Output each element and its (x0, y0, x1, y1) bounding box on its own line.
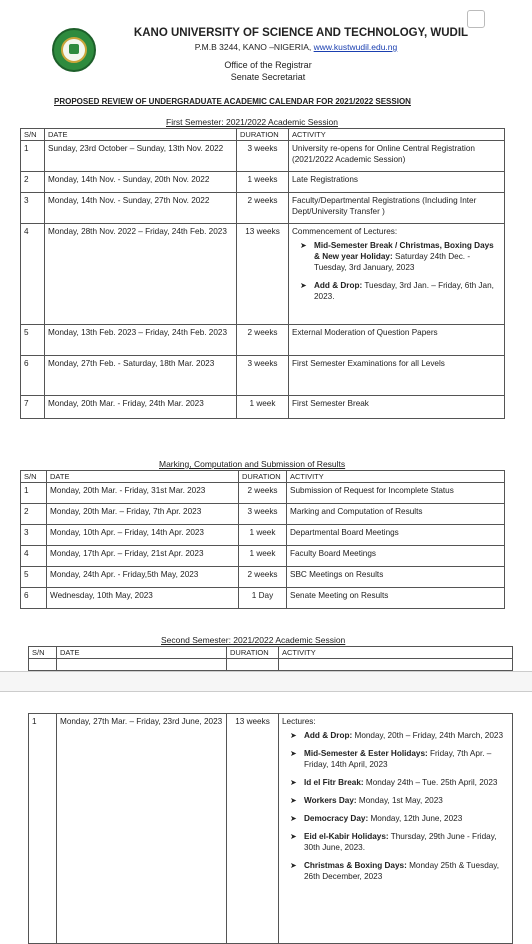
bullet-item (304, 748, 509, 770)
cell-date (47, 504, 239, 525)
bullet-item (304, 813, 509, 824)
table-row (21, 483, 505, 504)
bullet-label: Eid el-Kabir Holidays: (304, 832, 389, 841)
sn-text: 3 (24, 196, 29, 205)
bullet-text: Monday, 1st May, 2023 (356, 796, 443, 805)
cell-date (47, 588, 239, 609)
cell-duration (227, 714, 279, 944)
column-header: ACTIVITY (289, 129, 505, 141)
activity-text: Faculty Board Meetings (290, 549, 377, 558)
marking-table (20, 470, 505, 609)
page-break (0, 671, 532, 692)
column-header: DURATION (227, 647, 279, 659)
sn-text: 5 (24, 570, 29, 579)
duration-text: 13 weeks (235, 717, 270, 726)
cell-activity (287, 504, 505, 525)
cell-sn (21, 588, 47, 609)
office-title: Office of the Registrar (224, 60, 312, 70)
activity-text: First Semester Examinations for all Levels (292, 359, 445, 368)
cell-sn (21, 546, 47, 567)
cell-date (45, 325, 237, 356)
bullet-label: Workers Day: (304, 796, 357, 805)
table-row (21, 525, 505, 546)
sn-text: 2 (24, 507, 29, 516)
cell-activity (289, 396, 505, 419)
bullet-item (304, 831, 509, 853)
activity-text: Commencement of Lectures: (292, 227, 398, 236)
duration-text: 1 week (249, 399, 276, 408)
cell-sn (21, 141, 45, 172)
column-header: ACTIVITY (287, 471, 505, 483)
table-header-row (21, 471, 505, 483)
secretariat-title: Senate Secretariat (230, 72, 306, 82)
table-row (21, 224, 505, 325)
sn-text: 3 (24, 528, 29, 537)
bullet-text: Monday 24th – Tue. 25th April, 2023 (363, 778, 498, 787)
marking-title: Marking, Computation and Submission of Results (159, 459, 346, 469)
activity-text: Lectures: (282, 717, 316, 726)
second-semester-header (28, 646, 513, 671)
duration-text: 1 week (249, 528, 276, 537)
table-row (21, 396, 505, 419)
column-header: DURATION (237, 129, 289, 141)
cell-duration (239, 567, 287, 588)
activity-text: SBC Meetings on Results (290, 570, 384, 579)
date-text: Monday, 10th Apr. – Friday, 14th Apr. 2023 (50, 528, 204, 537)
activity-text: Departmental Board Meetings (290, 528, 399, 537)
bullet-item (304, 860, 509, 882)
cell-date (45, 224, 237, 325)
sn-text: 1 (24, 486, 29, 495)
date-text: Monday, 28th Nov. 2022 – Friday, 24th Feb. 2023 (48, 227, 227, 236)
cell-duration (239, 504, 287, 525)
activity-text: Marking and Computation of Results (290, 507, 423, 516)
cell-duration (237, 325, 289, 356)
table-header-row (21, 129, 505, 141)
cell-sn (21, 504, 47, 525)
cell-sn (21, 193, 45, 224)
date-text: Monday, 27th Feb. - Saturday, 18th Mar. 2023 (48, 359, 215, 368)
activity-bullets (282, 730, 509, 882)
column-header: DATE (57, 647, 227, 659)
table-row (21, 546, 505, 567)
table-row (21, 172, 505, 193)
cell-activity (279, 714, 513, 944)
activity-text: Faculty/Departmental Registrations (Including Inter Dept/University Transfer ) (292, 196, 477, 216)
column-header: DATE (45, 129, 237, 141)
cell-duration (237, 224, 289, 325)
cell-activity (287, 525, 505, 546)
university-address: P.M.B 3244, KANO –NIGERIA, www.kustwudil.edu.ng (194, 42, 398, 52)
bullet-item (304, 795, 509, 806)
bullet-item (304, 730, 509, 741)
sn-text: 1 (32, 717, 37, 726)
date-text: Monday, 24th Apr. - Friday,5th May, 2023 (50, 570, 199, 579)
sn-text: 7 (24, 399, 29, 408)
cell-sn (29, 714, 57, 944)
bullet-text: Thursday, 29th June - Friday, 30th June, 2023. (304, 832, 497, 852)
cell-activity (289, 356, 505, 396)
cell-date (47, 546, 239, 567)
column-header: ACTIVITY (279, 647, 513, 659)
bullet-label: Id el Fitr Break: (304, 778, 364, 787)
column-header: S/N (21, 129, 45, 141)
bullet-item (304, 777, 509, 788)
cell-sn (21, 525, 47, 546)
bullet-label: Democracy Day: (304, 814, 369, 823)
cell-activity (287, 588, 505, 609)
activity-bullets (292, 240, 501, 302)
bullet-text: Monday, 20th – Friday, 24th March, 2023 (352, 731, 504, 740)
column-header: DURATION (239, 471, 287, 483)
date-text: Monday, 27th Mar. – Friday, 23rd June, 2023 (60, 717, 223, 726)
cell-date (57, 714, 227, 944)
bullet-text: Monday 25th & Tuesday, 26th December, 2023 (304, 861, 500, 881)
activity-text: Submission of Request for Incomplete Status (290, 486, 454, 495)
second-semester-title: Second Semester: 2021/2022 Academic Session (161, 635, 346, 645)
bullet-item (314, 240, 501, 273)
cell-duration (237, 193, 289, 224)
activity-text: Senate Meeting on Results (290, 591, 389, 600)
duration-text: 3 weeks (247, 359, 278, 368)
empty-cell (57, 659, 227, 671)
table-row (21, 193, 505, 224)
cell-sn (21, 396, 45, 419)
date-text: Monday, 20th Mar. – Friday, 7th Apr. 2023 (50, 507, 202, 516)
activity-text: First Semester Break (292, 399, 369, 408)
table-row (21, 504, 505, 525)
date-text: Monday, 14th Nov. - Sunday, 20th Nov. 2022 (48, 175, 210, 184)
cell-duration (237, 396, 289, 419)
duration-text: 2 weeks (247, 328, 278, 337)
table-row (29, 659, 513, 671)
bullet-text: Friday, 7th Apr. – Friday, 14th April, 2023 (304, 749, 492, 769)
cell-activity (289, 172, 505, 193)
page-corner-mark (467, 10, 485, 28)
cell-duration (239, 525, 287, 546)
cell-sn (21, 172, 45, 193)
bullet-text: Monday, 12th June, 2023 (368, 814, 463, 823)
activity-text: Late Registrations (292, 175, 358, 184)
cell-activity (289, 325, 505, 356)
table-row (21, 567, 505, 588)
table-row (29, 714, 513, 944)
cell-duration (239, 546, 287, 567)
cell-duration (237, 141, 289, 172)
bullet-label: Mid-Semester Break / Christmas, Boxing Days & New year Holiday: (314, 241, 494, 261)
column-header: S/N (29, 647, 57, 659)
duration-text: 3 weeks (247, 144, 278, 153)
empty-cell (29, 659, 57, 671)
cell-activity (287, 546, 505, 567)
first-semester-table (20, 128, 505, 419)
cell-sn (21, 483, 47, 504)
date-text: Monday, 13th Feb. 2023 – Friday, 24th Feb. 2023 (48, 328, 228, 337)
sn-text: 1 (24, 144, 29, 153)
sn-text: 4 (24, 549, 29, 558)
table-row (21, 588, 505, 609)
bullet-label: Add & Drop: (314, 281, 363, 290)
cell-duration (239, 588, 287, 609)
duration-text: 3 weeks (247, 507, 278, 516)
bullet-text: Tuesday, 3rd Jan. – Friday, 6th Jan, 2023. (314, 281, 494, 301)
date-text: Monday, 14th Nov. - Sunday, 27th Nov. 2022 (48, 196, 210, 205)
cell-duration (237, 356, 289, 396)
duration-text: 1 weeks (247, 175, 278, 184)
cell-date (45, 356, 237, 396)
table-row (21, 356, 505, 396)
table-row (21, 141, 505, 172)
university-name: KANO UNIVERSITY OF SCIENCE AND TECHNOLOGY, WUDIL (133, 27, 469, 39)
sn-text: 6 (24, 591, 29, 600)
first-semester-title: First Semester: 2021/2022 Academic Session (166, 117, 338, 127)
column-header: S/N (21, 471, 47, 483)
duration-text: 1 Day (251, 591, 274, 600)
bullet-label: Christmas & Boxing Days: (304, 861, 407, 870)
cell-duration (237, 172, 289, 193)
duration-text: 2 weeks (247, 196, 278, 205)
cell-date (45, 172, 237, 193)
bullet-label: Mid-Semester & Ester Holidays: (304, 749, 428, 758)
empty-cell (227, 659, 279, 671)
table-row (21, 325, 505, 356)
activity-text: University re-opens for Online Central Registration (2021/2022 Academic Session) (292, 144, 475, 164)
bullet-label: Add & Drop: (304, 731, 353, 740)
cell-sn (21, 224, 45, 325)
cell-sn (21, 325, 45, 356)
sn-text: 4 (24, 227, 29, 236)
cell-date (45, 396, 237, 419)
cell-date (47, 483, 239, 504)
sn-text: 5 (24, 328, 29, 337)
duration-text: 13 weeks (245, 227, 280, 236)
cell-sn (21, 356, 45, 396)
date-text: Monday, 20th Mar. - Friday, 31st Mar. 2023 (50, 486, 206, 495)
document-title: PROPOSED REVIEW OF UNDERGRADUATE ACADEMIC CALENDAR FOR 2021/2022 SESSION (54, 97, 411, 106)
cell-sn (21, 567, 47, 588)
sn-text: 2 (24, 175, 29, 184)
column-header: DATE (47, 471, 239, 483)
cell-date (47, 567, 239, 588)
bullet-text: Saturday 24th Dec. - Tuesday, 3rd January, 2023 (314, 252, 471, 272)
second-semester-table (28, 713, 513, 944)
duration-text: 2 weeks (247, 570, 278, 579)
cell-activity (287, 567, 505, 588)
bullet-item (314, 280, 501, 302)
sn-text: 6 (24, 359, 29, 368)
cell-duration (239, 483, 287, 504)
date-text: Monday, 20th Mar. - Friday, 24th Mar. 2023 (48, 399, 204, 408)
date-text: Wednesday, 10th May, 2023 (50, 591, 153, 600)
activity-text: External Moderation of Question Papers (292, 328, 438, 337)
cell-date (45, 141, 237, 172)
date-text: Monday, 17th Apr. – Friday, 21st Apr. 2023 (50, 549, 204, 558)
table-header-row (29, 647, 513, 659)
cell-activity (289, 141, 505, 172)
duration-text: 2 weeks (247, 486, 278, 495)
date-text: Sunday, 23rd October – Sunday, 13th Nov. 2022 (48, 144, 224, 153)
cell-date (45, 193, 237, 224)
empty-cell (279, 659, 513, 671)
duration-text: 1 week (249, 549, 276, 558)
website-link[interactable]: www.kustwudil.edu.ng (313, 42, 398, 52)
cell-activity (287, 483, 505, 504)
cell-activity (289, 224, 505, 325)
cell-date (47, 525, 239, 546)
cell-activity (289, 193, 505, 224)
